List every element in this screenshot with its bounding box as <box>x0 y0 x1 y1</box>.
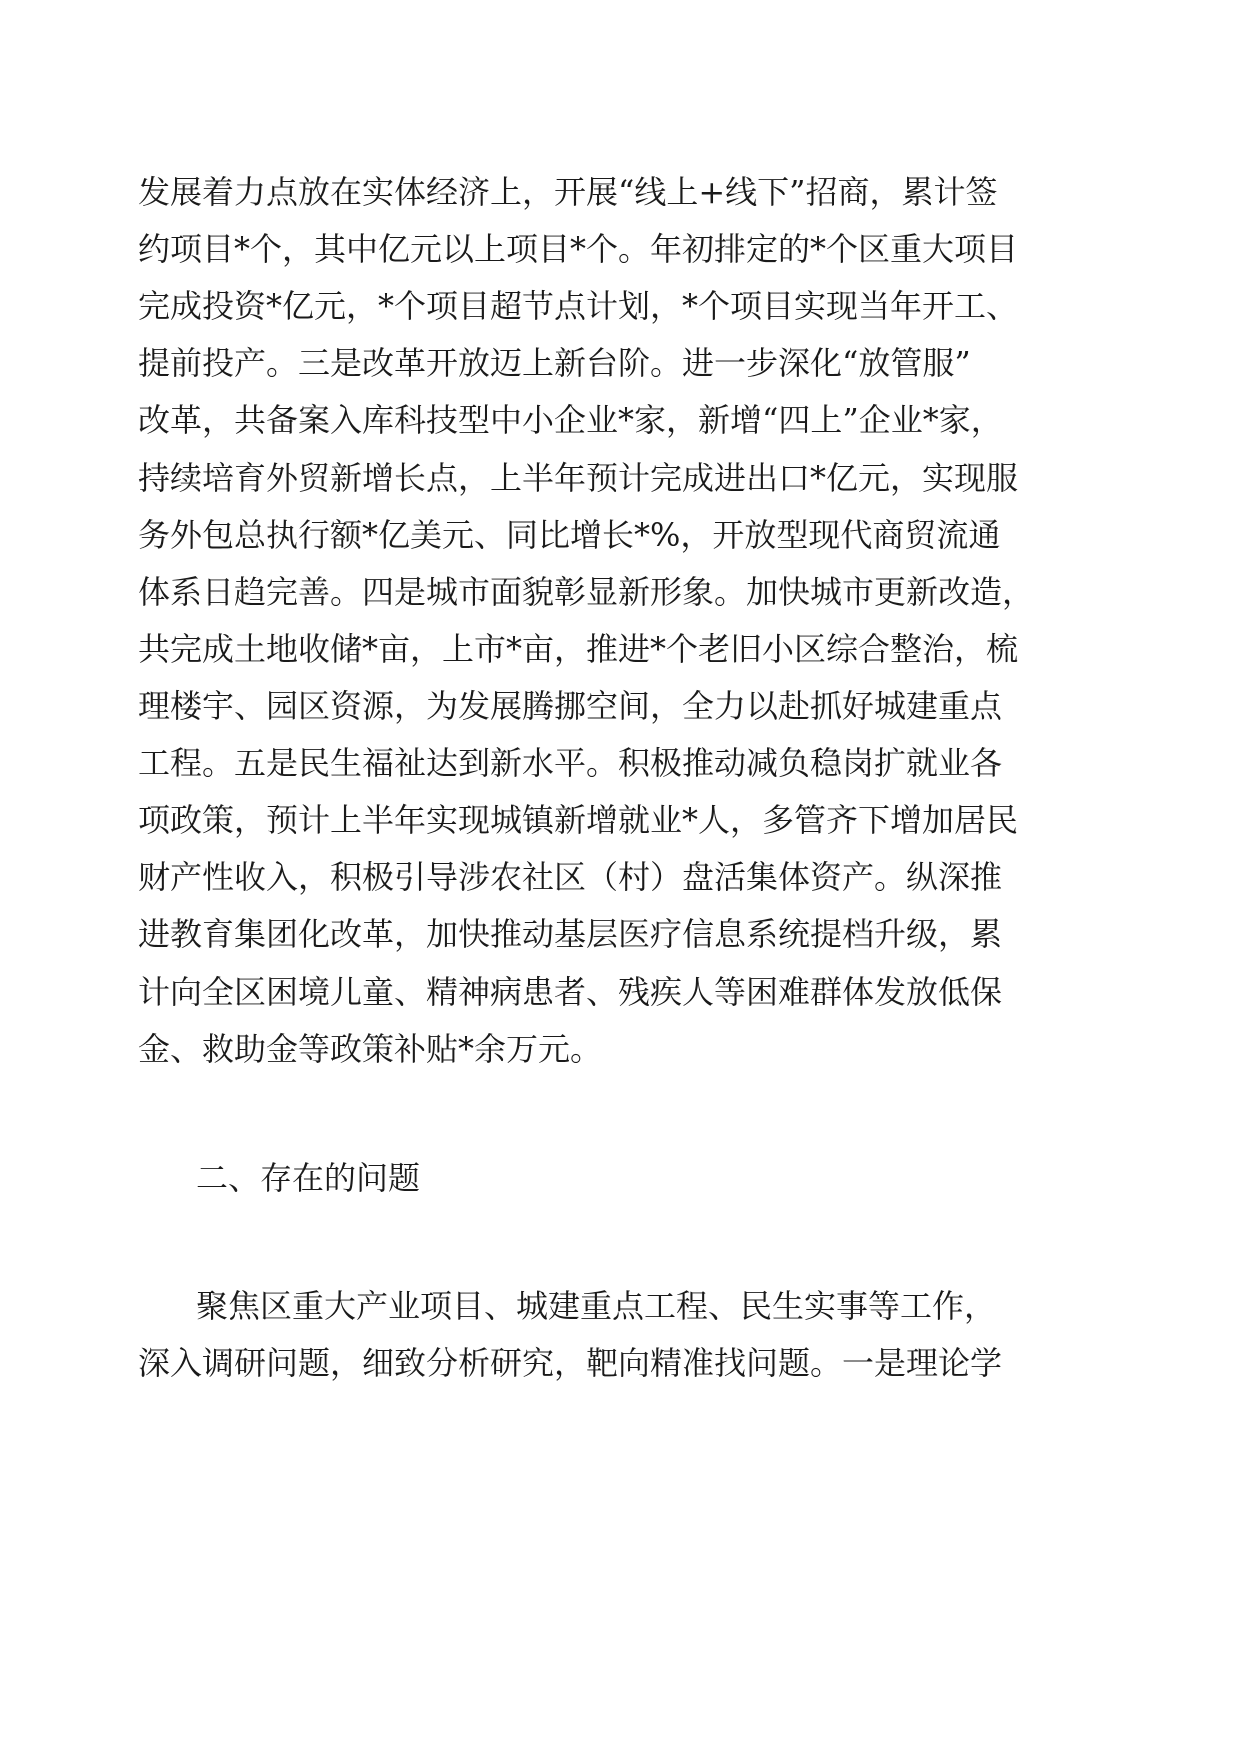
paragraph-1-line-13: 财产性收入，积极引导涉农社区（村）盘活集体资产。纵深推 <box>138 858 1003 896</box>
paragraph-1-line-2: 约项目*个，其中亿元以上项目*个。年初排定的*个区重大项目 <box>138 230 1019 268</box>
paragraph-1-line-11: 工程。五是民生福祉达到新水平。积极推动减负稳岗扩就业各 <box>138 744 1003 782</box>
paragraph-1-line-14: 进教育集团化改革，加快推动基层医疗信息系统提档升级，累 <box>138 915 1003 953</box>
paragraph-1-line-7: 务外包总执行额*亿美元、同比增长*%，开放型现代商贸流通 <box>138 516 1001 554</box>
paragraph-1-line-8: 体系日趋完善。四是城市面貌彰显新形象。加快城市更新改造， <box>138 573 1035 611</box>
paragraph-1-line-1: 发展着力点放在实体经济上，开展“线上+线下”招商，累计签 <box>138 173 998 211</box>
paragraph-1-line-15: 计向全区困境儿童、精神病患者、残疾人等困难群体发放低保 <box>138 973 1003 1011</box>
paragraph-1-line-3: 完成投资*亿元，*个项目超节点计划，*个项目实现当年开工、 <box>138 287 1019 325</box>
paragraph-2-line-2: 深入调研问题，细致分析研究，靶向精准找问题。一是理论学 <box>138 1344 1003 1382</box>
paragraph-1-line-4: 提前投产。三是改革开放迈上新台阶。进一步深化“放管服” <box>138 344 971 382</box>
paragraph-1-line-16: 金、救助金等政策补贴*余万元。 <box>138 1030 603 1068</box>
paragraph-1-line-6: 持续培育外贸新增长点，上半年预计完成进出口*亿元，实现服 <box>138 459 1019 497</box>
paragraph-1-line-10: 理楼宇、园区资源，为发展腾挪空间，全力以赴抓好城建重点 <box>138 687 1003 725</box>
section-heading: 二、存在的问题 <box>196 1159 421 1197</box>
paragraph-2-line-1: 聚焦区重大产业项目、城建重点工程、民生实事等工作， <box>196 1287 997 1325</box>
paragraph-1-line-9: 共完成土地收储*亩，上市*亩，推进*个老旧小区综合整治，梳 <box>138 630 1019 668</box>
paragraph-1-line-5: 改革，共备案入库科技型中小企业*家，新增“四上”企业*家， <box>138 401 1003 439</box>
paragraph-1-line-12: 项政策，预计上半年实现城镇新增就业*人，多管齐下增加居民 <box>138 801 1019 839</box>
